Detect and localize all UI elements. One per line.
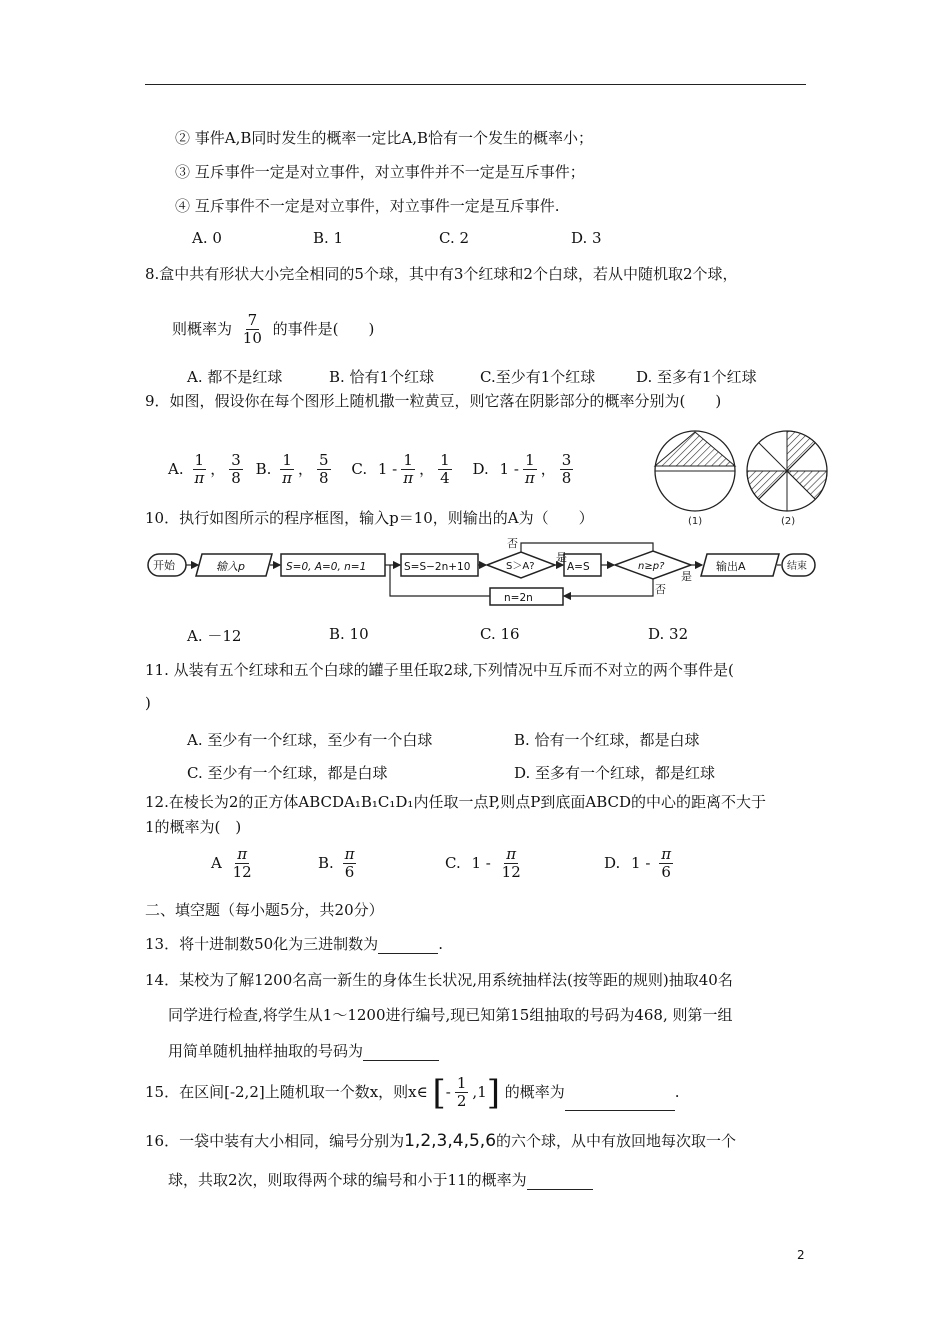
q9-figure-1-label: (1) <box>688 516 703 527</box>
flow-loop-label: n=2n <box>504 592 533 604</box>
denominator: 12 <box>232 863 252 882</box>
separator: ， <box>210 459 226 478</box>
q7-option-a: A. 0 <box>192 229 222 247</box>
one-minus: 1 - <box>631 853 651 872</box>
q7-item-4: ④ 互斥事件不一定是对立事件，对立事件一定是互斥事件. <box>175 197 560 215</box>
q16-pre: 16．一袋中装有大小相同，编号分别为 <box>145 1132 405 1150</box>
flow-update-label: S=S−2n+10 <box>404 561 471 573</box>
one-minus: 1 - <box>471 853 491 872</box>
q16-post: 的六个球，从中有放回地每次取一个 <box>496 1132 737 1150</box>
option-label: B. <box>318 853 334 872</box>
q8-stem: 8.盒中共有形状大小完全相同的5个球，其中有3个红球和2个白球，若从中随机取2个球， <box>145 265 738 283</box>
q11-option-c: C. 至少有一个红球，都是白球 <box>187 764 388 782</box>
numerator: π <box>506 845 517 863</box>
q9-a-frac-1 <box>192 452 206 488</box>
minus: - <box>445 1082 451 1101</box>
numerator: π <box>237 845 248 863</box>
flow-assign-label: A=S <box>567 561 590 573</box>
section-2-heading: 二、填空题（每小题5分，共20分） <box>145 901 384 919</box>
denominator: 4 <box>440 469 450 488</box>
q8-option-a: A. 都不是红球 <box>187 368 283 386</box>
q9-stem: 9．如图，假设你在每个图形上随机撒一粒黄豆，则它落在阴影部分的概率分别为( ) <box>145 392 722 410</box>
q16-text: 球，共取2次，则取得两个球的编号和小于11的概率为 <box>168 1171 527 1189</box>
numerator: 5 <box>319 451 329 469</box>
q8-line2-pre: 则概率为 <box>172 319 233 338</box>
flow-input-label: 输入p <box>216 560 245 573</box>
numerator: 1 <box>194 451 205 469</box>
flow-output-label: 输出A <box>716 560 746 573</box>
q13 <box>145 933 443 954</box>
denominator: 6 <box>344 863 355 882</box>
q7-option-c: C. 2 <box>439 229 470 247</box>
flow-yes-label-1: 是 <box>556 551 567 564</box>
shaded-sector <box>747 471 787 499</box>
q10-option-a: A. －12 <box>187 627 242 645</box>
q9-b-frac-2 <box>317 452 331 488</box>
q9-figure-2-label: (2) <box>781 516 796 527</box>
separator: ， <box>540 459 556 478</box>
q12-d-frac <box>659 846 673 882</box>
q7-option-d: D. 3 <box>571 229 602 247</box>
q7-item-2: ② 事件A,B同时发生的概率一定比A,B恰有一个发生的概率小； <box>175 129 594 147</box>
q11-stem-end: ) <box>145 694 151 712</box>
option-label: A <box>211 853 222 872</box>
numerator: π <box>661 845 672 863</box>
q10-stem: 10．执行如图所示的程序框图，输入p＝10，则输出的A为（ ） <box>145 509 594 527</box>
q14-text: 用简单随机抽样抽取的号码为 <box>168 1042 364 1060</box>
denominator: π <box>403 469 414 488</box>
q13-text: 13．将十进制数50化为三进制数为 <box>145 935 379 953</box>
q9-c-frac-2 <box>438 452 452 488</box>
shaded-triangle <box>655 432 735 466</box>
q11-option-b: B. 恰有一个红球，都是白球 <box>514 731 700 749</box>
q11-option-a: A. 至少有一个红球，至少有一个白球 <box>187 731 433 749</box>
q13-answer-blank[interactable] <box>378 953 438 954</box>
q15-fraction <box>455 1075 469 1111</box>
q13-end: . <box>438 935 443 953</box>
numerator: 1 <box>440 451 450 469</box>
flow-start-label: 开始 <box>153 559 175 572</box>
q9-a-frac-2 <box>229 452 243 488</box>
q12-a-frac <box>231 846 254 882</box>
q16-line-2 <box>168 1169 593 1190</box>
q16-numbers: 1,2,3,4,5,6 <box>404 1131 497 1151</box>
q7-option-b: B. 1 <box>313 229 344 247</box>
q9-options <box>168 452 577 488</box>
right-bracket: ] <box>486 1072 500 1113</box>
one-minus: 1 - <box>499 459 519 478</box>
denominator: 8 <box>231 469 241 488</box>
q10-option-b: B. 10 <box>329 625 369 643</box>
q8-option-b: B. 恰有1个红球 <box>329 368 435 386</box>
flow-no-label-1: 否 <box>507 537 518 550</box>
q14-line-3 <box>168 1040 439 1061</box>
flow-end-label: 结束 <box>787 561 807 572</box>
q11-option-d: D. 至多有一个红球，都是红球 <box>514 764 716 782</box>
numerator: 1 <box>525 451 535 469</box>
option-label: D. <box>604 853 621 872</box>
denominator: 12 <box>501 863 521 882</box>
q9-d-frac-1 <box>523 452 537 488</box>
q9-figure-1 <box>655 431 735 527</box>
flow-cond1-label: S＞A? <box>506 561 535 572</box>
option-label: C. <box>445 853 461 872</box>
q8-line2 <box>172 312 374 348</box>
one-minus: 1 - <box>377 459 398 478</box>
shaded-sector <box>787 431 815 471</box>
flow-yes-label-2: 是 <box>681 570 692 583</box>
q9-option-a-label: A. <box>168 459 184 478</box>
flow-init-label: S=0, A=0, n=1 <box>286 561 367 573</box>
q16-line-1 <box>145 1130 736 1151</box>
q12-option-b <box>318 846 360 882</box>
numerator: 3 <box>231 451 241 469</box>
q16-answer-blank[interactable] <box>527 1189 593 1190</box>
numerator: 3 <box>561 451 572 469</box>
denominator: π <box>282 469 293 488</box>
q15-pre: 15．在区间[-2,2]上随机取一个数x，则x∈ <box>145 1082 428 1101</box>
q8-option-c: C.至少有1个红球 <box>480 368 596 386</box>
q9-c-frac-1 <box>401 452 415 488</box>
q12-stem-2: 1的概率为( ) <box>145 818 242 836</box>
numerator: 1 <box>282 451 292 469</box>
flow-cond2-label: n≥p? <box>638 561 665 572</box>
header-rule <box>145 84 806 85</box>
q9-b-frac-1 <box>280 452 294 488</box>
denominator: 2 <box>456 1092 467 1111</box>
denominator: 6 <box>661 863 671 882</box>
q15-post: 的概率为 <box>504 1082 565 1101</box>
q12-stem: 12.在棱长为2的正方体ABCDA₁B₁C₁D₁内任取一点P,则点P到底面ABCD的中心的距离不大于 <box>145 793 767 811</box>
separator: ， <box>298 459 314 478</box>
q8-line2-post: 的事件是( ) <box>272 319 375 338</box>
q15-end: . <box>674 1082 680 1101</box>
q10-option-d: D. 32 <box>648 625 689 643</box>
q12-b-frac <box>343 846 357 882</box>
denominator: 8 <box>561 469 572 488</box>
q14-line-1: 14．某校为了解1200名高一新生的身体生长状况,用系统抽样法(按等距的规则)抽取40名 <box>145 971 733 989</box>
q14-answer-blank[interactable] <box>363 1060 439 1061</box>
q12-option-c <box>445 846 527 882</box>
shaded-sector <box>787 471 827 499</box>
q9-option-b-label: B. <box>255 459 272 478</box>
numerator: π <box>344 845 355 863</box>
q7-item-3: ③ 互斥事件一定是对立事件，对立事件并不一定是互斥事件； <box>175 163 585 181</box>
numerator: 1 <box>403 451 413 469</box>
q8-option-d: D. 至多有1个红球 <box>636 368 757 386</box>
q12-option-a <box>211 846 258 882</box>
q10-flowchart <box>144 535 818 610</box>
left-bracket: [ <box>432 1072 446 1113</box>
q10-option-c: C. 16 <box>480 625 520 643</box>
numerator: 1 <box>456 1074 467 1092</box>
denominator: π <box>194 469 205 488</box>
page-number: 2 <box>797 1248 805 1262</box>
q14-line-2: 同学进行检查,将学生从1～1200进行编号,现已知第15组抽取的号码为468, 则第一组 <box>168 1006 733 1024</box>
q9-figure-2 <box>747 431 827 527</box>
q8-fraction-numerator: 7 <box>247 311 258 329</box>
q8-fraction-denominator: 10 <box>242 329 262 348</box>
interval-end: ,1 <box>472 1082 487 1101</box>
denominator: 8 <box>319 469 329 488</box>
separator: ， <box>419 459 435 478</box>
q9-option-c-label: C. <box>351 459 368 478</box>
q12-option-d <box>604 846 677 882</box>
flow-no-label-2: 否 <box>655 583 666 596</box>
q11-stem: 11. 从装有五个红球和五个白球的罐子里任取2球,下列情况中互斥而不对立的两个事件是( <box>145 661 734 679</box>
q9-d-frac-2 <box>560 452 574 488</box>
q15 <box>145 1072 680 1113</box>
q12-c-frac <box>500 846 523 882</box>
denominator: π <box>524 469 535 488</box>
q9-figures <box>650 428 832 530</box>
q9-option-d-label: D. <box>472 459 489 478</box>
q15-answer-blank[interactable] <box>565 1110 675 1111</box>
q8-fraction <box>241 312 264 348</box>
